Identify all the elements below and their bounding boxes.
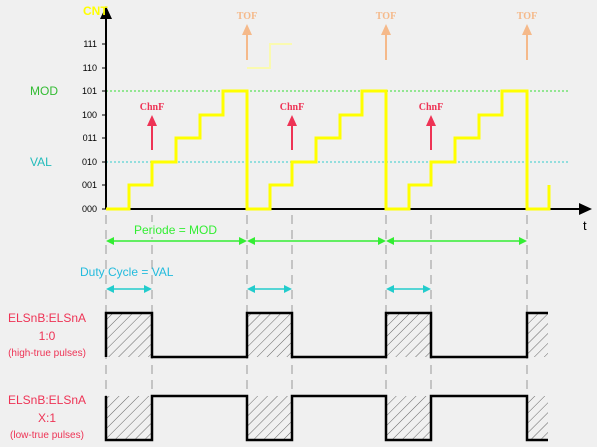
mode-value-label: 1:0 xyxy=(38,329,56,343)
high-true-mode-label xyxy=(8,311,86,359)
chnf-label: ChnF xyxy=(279,102,305,113)
counter-staircase xyxy=(106,91,549,209)
mode-description-label: (low-true pulses) xyxy=(10,430,84,441)
high-true-signal xyxy=(106,313,548,357)
chnf-label: ChnF xyxy=(139,102,165,113)
pulse-hatch xyxy=(386,396,431,440)
tof-arrow-icon xyxy=(522,24,532,35)
mode-register-label: ELSnB:ELSnA xyxy=(7,311,87,325)
tof-markers xyxy=(237,11,537,60)
chnf-markers xyxy=(140,102,443,150)
duty-cycle-arrows xyxy=(106,285,431,293)
chnf-arrow-icon xyxy=(287,115,297,126)
y-tick-label: 001 xyxy=(81,180,97,190)
mode-register-label: ELSnB:ELSnA xyxy=(7,393,87,407)
pulse-hatch xyxy=(527,313,548,357)
pulse-hatch xyxy=(386,313,431,357)
y-tick-label: 100 xyxy=(81,110,97,120)
y-tick-label: 011 xyxy=(82,133,97,143)
mod-label: MOD xyxy=(30,84,58,98)
mode-value-label: X:1 xyxy=(37,411,57,425)
pulse-hatch xyxy=(106,313,152,357)
period-label: Periode = MOD xyxy=(134,223,218,237)
y-tick-labels xyxy=(82,39,97,214)
y-tick-label: 110 xyxy=(82,63,97,73)
y-tick-label: 111 xyxy=(83,39,97,49)
duty-cycle-label: Duty Cycle = VAL xyxy=(80,265,174,279)
mode-description-label: (high-true pulses) xyxy=(8,348,86,359)
chnf-arrow-icon xyxy=(426,115,436,126)
y-tick-label: 000 xyxy=(81,204,97,214)
low-true-mode-label xyxy=(8,393,86,441)
pulse-hatch xyxy=(247,396,292,440)
val-label: VAL xyxy=(30,155,52,169)
pulse-hatch xyxy=(106,396,152,440)
overflow-ghost-steps xyxy=(247,44,292,68)
pulse-hatch xyxy=(247,313,292,357)
pulse-hatch xyxy=(527,396,548,440)
t-axis-label: t xyxy=(583,218,587,233)
y-tick-label: 010 xyxy=(81,157,97,167)
tof-label: TOF xyxy=(375,11,397,22)
cnt-axis-label: CNT xyxy=(83,4,108,18)
period-arrows xyxy=(106,237,527,245)
high-true-waveform xyxy=(106,313,548,357)
chnf-label: ChnF xyxy=(418,102,444,113)
x-axis-arrow-icon xyxy=(579,203,592,215)
low-true-signal xyxy=(106,396,548,440)
y-tick-label: 101 xyxy=(81,86,97,96)
timing-guides xyxy=(106,215,527,440)
low-true-waveform xyxy=(106,396,548,440)
tof-arrow-icon xyxy=(242,24,252,35)
tof-label: TOF xyxy=(516,11,538,22)
tof-arrow-icon xyxy=(381,24,391,35)
tof-label: TOF xyxy=(236,11,258,22)
chnf-arrow-icon xyxy=(147,115,157,126)
